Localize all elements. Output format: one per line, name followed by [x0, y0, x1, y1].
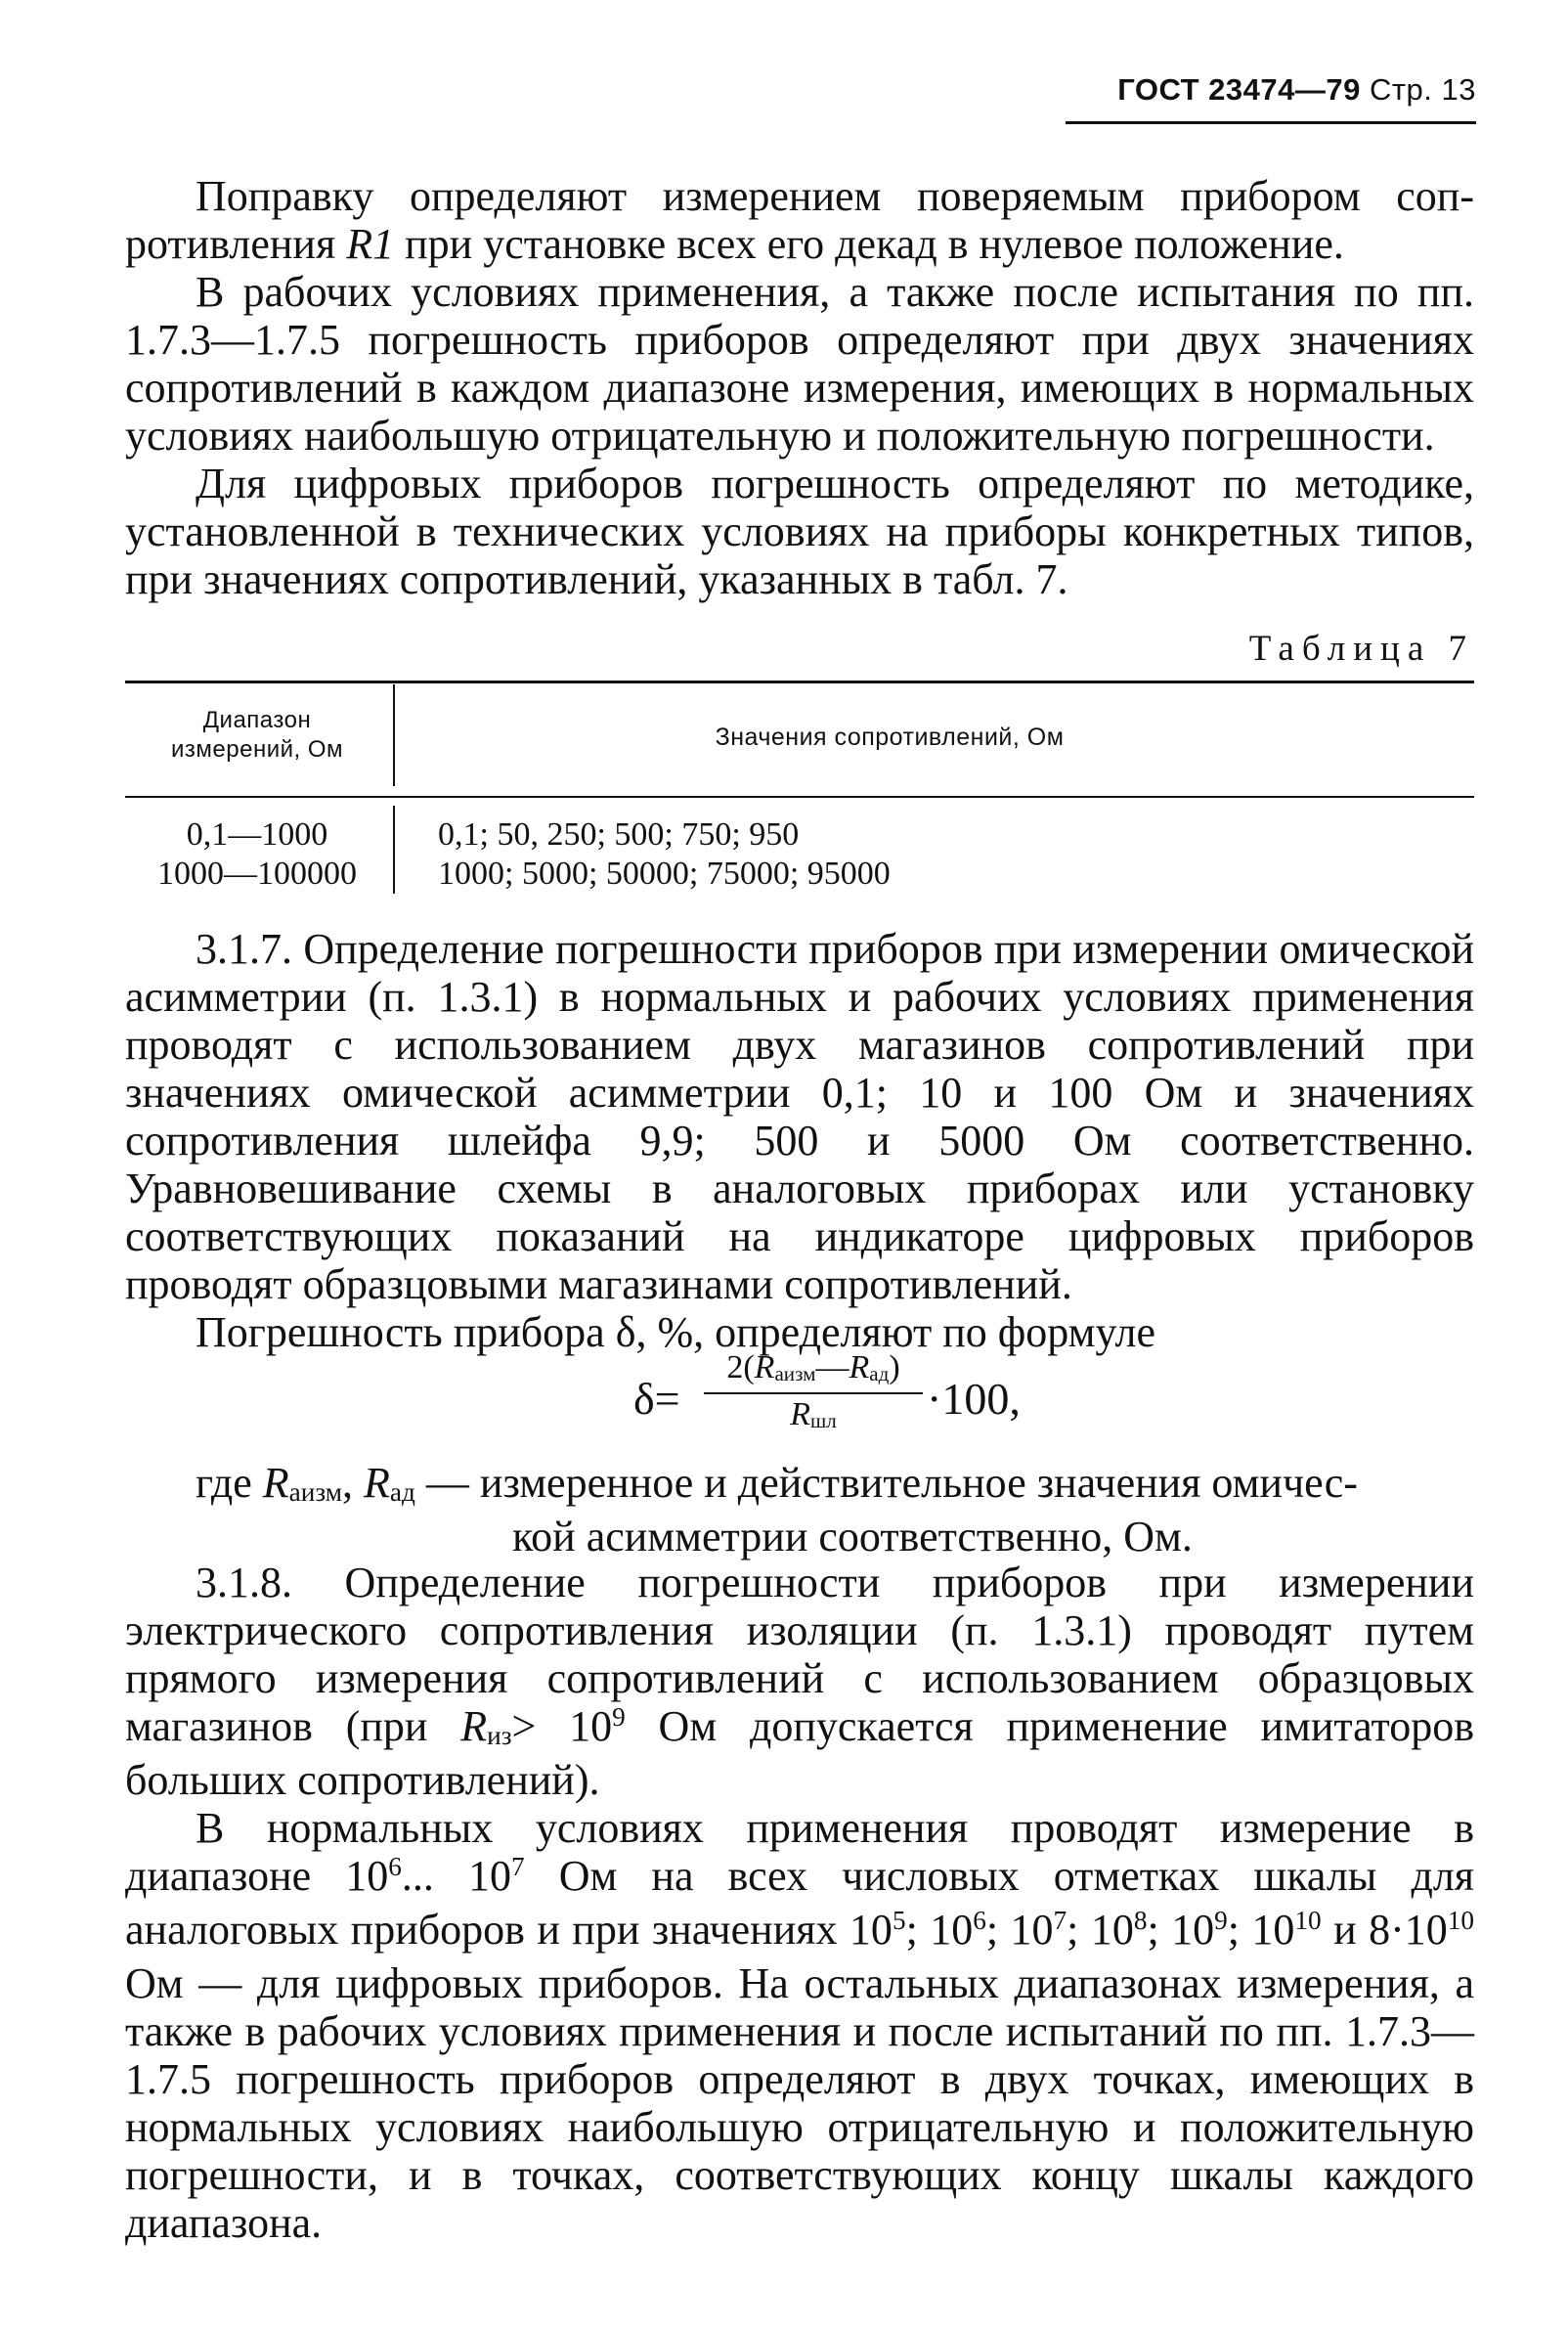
- formula-intro: Погрешность прибора δ, %, определяют по формуле: [196, 1308, 1156, 1356]
- formula-legend: где Rаизм, Rад — измеренное и действительное значения омичес- кой асимметрии соответственно, Ом.: [196, 1459, 1358, 1560]
- paragraph-correction: Поправку определяют измерением поверяемым прибором соп- ротивления R1 при установке всех его декад в нулевое положение.: [125, 172, 1474, 268]
- section-3-1-8: [125, 1559, 1474, 2247]
- table-caption: Таблица 7: [1248, 629, 1474, 669]
- paragraph-ohmic-asymmetry: 3.1.7. Определение погрешности приборов при измерении омической асимметрии (п. 1.3.1) в нормальных и рабочих условиях применения проводят с использованием двух магазинов сопротивлений при значениях омической асимметрии 0,1; 10 и 100 Ом и значениях сопротивления шлейфа 9,9; 500 и 5000 Ом соответственно. Уравновешивание схемы в аналоговых приборах или установку соответствующих показаний на индикаторе цифровых приборов проводят образцовыми магазинами сопротивлений.: [125, 925, 1474, 1308]
- table-header-divider: [393, 684, 395, 786]
- formula-lhs: δ=: [633, 1374, 680, 1424]
- page-header: [1066, 72, 1476, 108]
- table-header-values: Значения сопротивлений, Ом: [715, 724, 1065, 751]
- section-3-1-7: [125, 925, 1474, 1356]
- table-cell-range: 0,1—1000: [186, 816, 328, 853]
- intro-block: [125, 172, 1474, 603]
- table-header-range: Диапазон измерений, Ом: [170, 707, 344, 763]
- table-cell-range: 1000—100000: [157, 856, 357, 892]
- paragraph-insulation: 3.1.8. Определение погрешности приборов при измерении электрического сопротивления изоляции (п. 1.3.1) проводят путем прямого измерения сопротивлений с использованием образцовых магазинов (при $Rиз> 10^9$ Ом допускается применение имитаторов больших сопротивлений).: [125, 1559, 1474, 1804]
- table-header-rule: [125, 796, 1474, 798]
- fraction-bar: [704, 1392, 923, 1394]
- table-cell-values: 0,1; 50, 250; 500; 750; 950: [438, 816, 800, 853]
- header-rule: [1066, 121, 1476, 124]
- page-number: Стр. 13: [1369, 72, 1476, 107]
- paragraph-working-conditions: В рабочих условиях применения, а также после испытания по пп. 1.7.3—1.7.5 погрешность приборов определяют при двух значениях сопротивлений в каждом диапазоне измерения, имеющих в нормальных условиях наибольшую отрицательную и положительную погрешности.: [125, 268, 1474, 460]
- formula-numerator: 2(Rаизм—Rад): [726, 1349, 900, 1386]
- formula-denominator: Rшл: [790, 1396, 837, 1433]
- paragraph-normal-conditions: В нормальных условиях применения проводят измерение в диапазоне $10^6$... $10^7$ Ом на всех числовых отметках шкалы для аналоговых приборов и при значениях $10^5$; $10^6$; $10^7$; $10^8$; $10^9$; $10^{10}$ и $8\cdot 10^{10}$ Ом — для цифровых приборов. На остальных диапазонах измерения, а также в рабочих условиях применения и после испытаний по пп. 1.7.3—1.7.5 погрешность приборов определяют в двух точках, имеющих в нормальных условиях наибольшую отрицательную и положительную погрешности, и в точках, соответствующих концу шкалы каждого диапазона.: [125, 1804, 1475, 2247]
- paragraph-digital-devices: Для цифровых приборов погрешность определяют по методике, установленной в технических условиях на приборы конкретных типов, при значениях сопротивлений, указанных в табл. 7.: [125, 460, 1474, 603]
- standard-code: ГОСТ 23474—79: [1117, 72, 1361, 107]
- table-body-divider: [393, 806, 395, 894]
- table-top-rule: [125, 681, 1474, 683]
- error-formula: [633, 1345, 1220, 1453]
- table-cell-values: 1000; 5000; 50000; 75000; 95000: [438, 856, 891, 892]
- formula-multiplier: ·100,: [927, 1374, 1021, 1424]
